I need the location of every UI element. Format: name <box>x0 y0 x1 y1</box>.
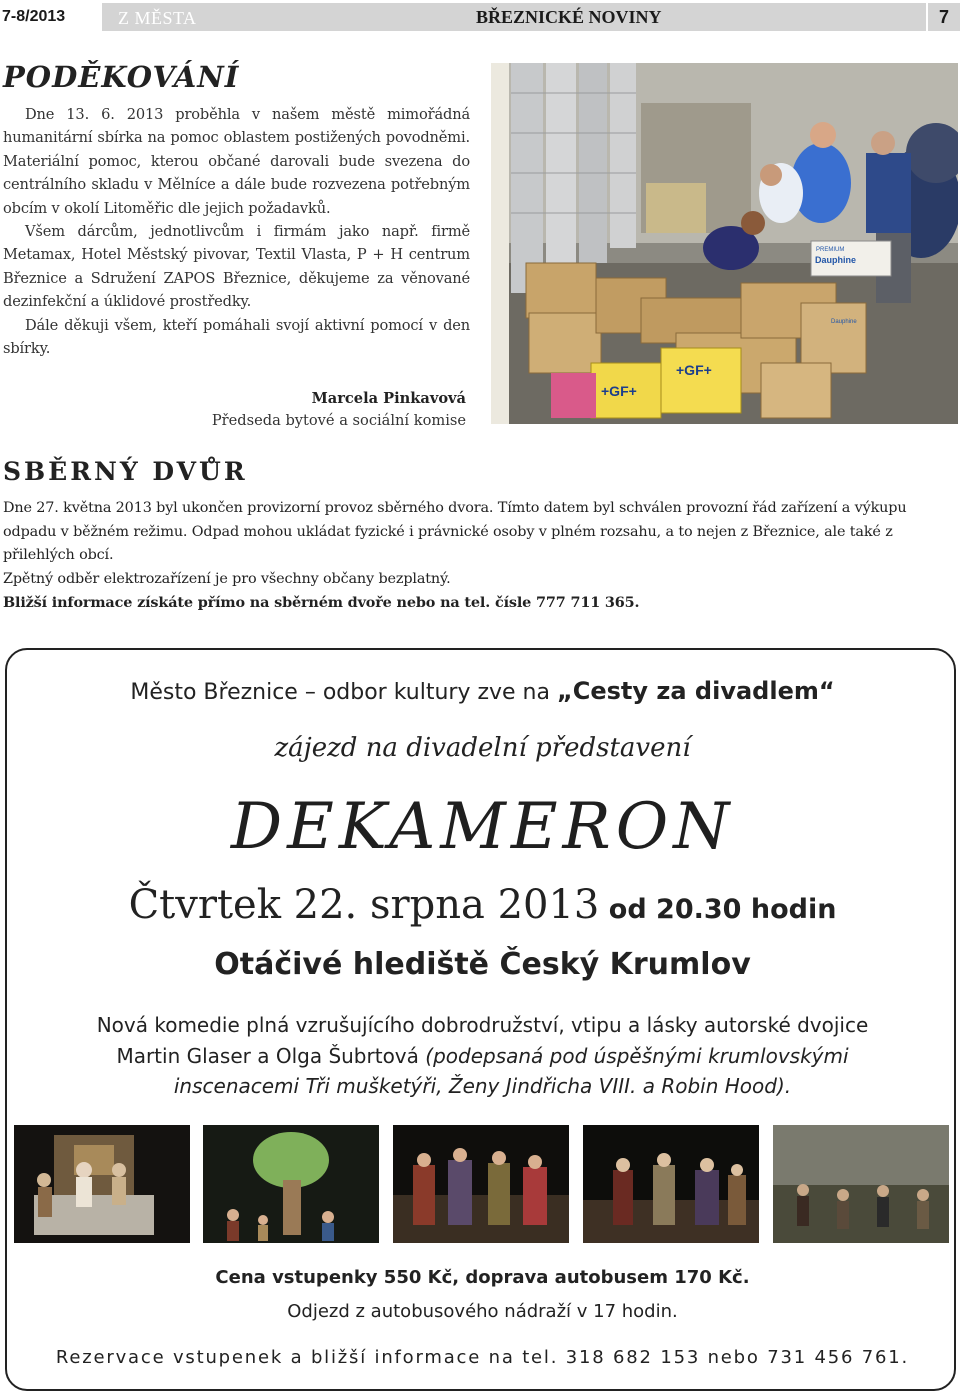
event-date <box>7 882 956 928</box>
event-venue: Otáčivé hlediště Český Krumlov <box>214 947 751 982</box>
article-title-sberny-dvur: SBĚRNÝ DVŮR <box>3 457 248 486</box>
newspaper-name: BŘEZNICKÉ NOVINY <box>404 3 926 31</box>
contact-note: Bližší informace získáte přímo na sběrném dvoře nebo na tel. čísle 777 711 365. <box>3 594 640 611</box>
departure-info: Odjezd z autobusového nádraží v 17 hodin. <box>287 1301 678 1322</box>
date-text: Čtvrtek 22. srpna 2013 <box>128 882 600 928</box>
paragraph: Dále děkuji všem, kteří pomáhali svojí aktivní pomocí v den sbírky. <box>3 316 470 358</box>
paragraph: Dne 13. 6. 2013 proběhla v našem městě mimořádná humanitární sbírka na pomoc oblastem postižených povodněmi. Materiální pomoc, kterou občané darovali bude svezena do centrálního skladu v Mělníce a dále bude rozvezena potřebným obcím v okolí Litoměřic dle jejich požadavků. <box>3 106 470 217</box>
poster-invitation <box>7 677 956 705</box>
scene-photo-5 <box>773 1125 949 1243</box>
time-text: od 20.30 hodin <box>599 894 837 925</box>
box-label: Dauphine <box>815 255 857 265</box>
theatre-trip-poster <box>5 648 956 1391</box>
box-label: +GF+ <box>676 362 712 378</box>
invite-prefix: Město Březnice – odbor kultury zve na <box>130 680 557 705</box>
article-body-sberny-dvur <box>3 497 958 615</box>
event-name: „Cesty za divadlem“ <box>556 677 835 705</box>
paragraph: Zpětný odběr elektrozařízení je pro všechny občany bezplatný. <box>3 570 451 587</box>
trip-subtitle: zájezd na divadelní představení <box>274 733 691 763</box>
page-header <box>0 3 960 31</box>
reservation-info: Rezervace vstupenek a bližší informace na tel. 318 682 153 nebo 731 456 761. <box>55 1347 910 1368</box>
play-title: DEKAMERON <box>230 790 735 864</box>
paragraph: Všem dárcům, jednotlivcům i firmám jako např. firmě Metamax, Hotel Městský pivovar, Textil Vlasta, P + H centrum Březnice a Sdružení ZAPOS Březnice, děkujeme za věnované dezinfekční a úklidové prostředky. <box>3 223 470 311</box>
collection-photo <box>491 63 958 424</box>
section-name: Z MĚSTA <box>102 3 404 31</box>
collection-photo-illustration <box>491 63 958 424</box>
scene-photo-3 <box>393 1125 569 1243</box>
box-label: Dauphine <box>831 319 857 325</box>
scene-photo-2 <box>203 1125 379 1243</box>
play-description-line: Nová komedie plná vzrušujícího dobrodružství, vtipu a lásky autorské dvojice <box>96 1013 869 1037</box>
play-description-line <box>7 1044 956 1068</box>
page-number: 7 <box>928 3 960 31</box>
play-description-line: inscenacemi Tři mušketýři, Ženy Jindřicha VIII. a Robin Hood). <box>173 1074 792 1098</box>
article-title-podekovani: PODĚKOVÁNÍ <box>3 60 240 94</box>
paragraph: Dne 27. května 2013 byl ukončen provizorní provoz sběrného dvora. Tímto datem byl schválen provozní řád zařízení a výkupu odpadu v běžném režimu. Odpad mohou ukládat fyzické i právnické osoby v plném rozsahu, a to nejen z Březnice, ale také z přilehlých obcí. <box>3 500 907 563</box>
scene-photo-1 <box>14 1125 190 1243</box>
signature-name: Marcela Pinkavová <box>311 390 466 407</box>
signature-role: Předseda bytové a sociální komise <box>211 412 466 429</box>
scene-photos <box>7 1125 956 1245</box>
authors-note: (podepsaná pod úspěšnými krumlovskými <box>425 1044 849 1068</box>
ticket-price: Cena vstupenky 550 Kč, doprava autobusem 170 Kč. <box>215 1267 750 1288</box>
scene-photo-4 <box>583 1125 759 1243</box>
article-body-podekovani <box>3 103 470 360</box>
box-label: PREMIUM <box>816 247 845 253</box>
authors: Martin Glaser a Olga Šubrtová <box>116 1044 426 1068</box>
issue-number: 7-8/2013 <box>2 8 66 25</box>
box-label: +GF+ <box>601 383 637 399</box>
